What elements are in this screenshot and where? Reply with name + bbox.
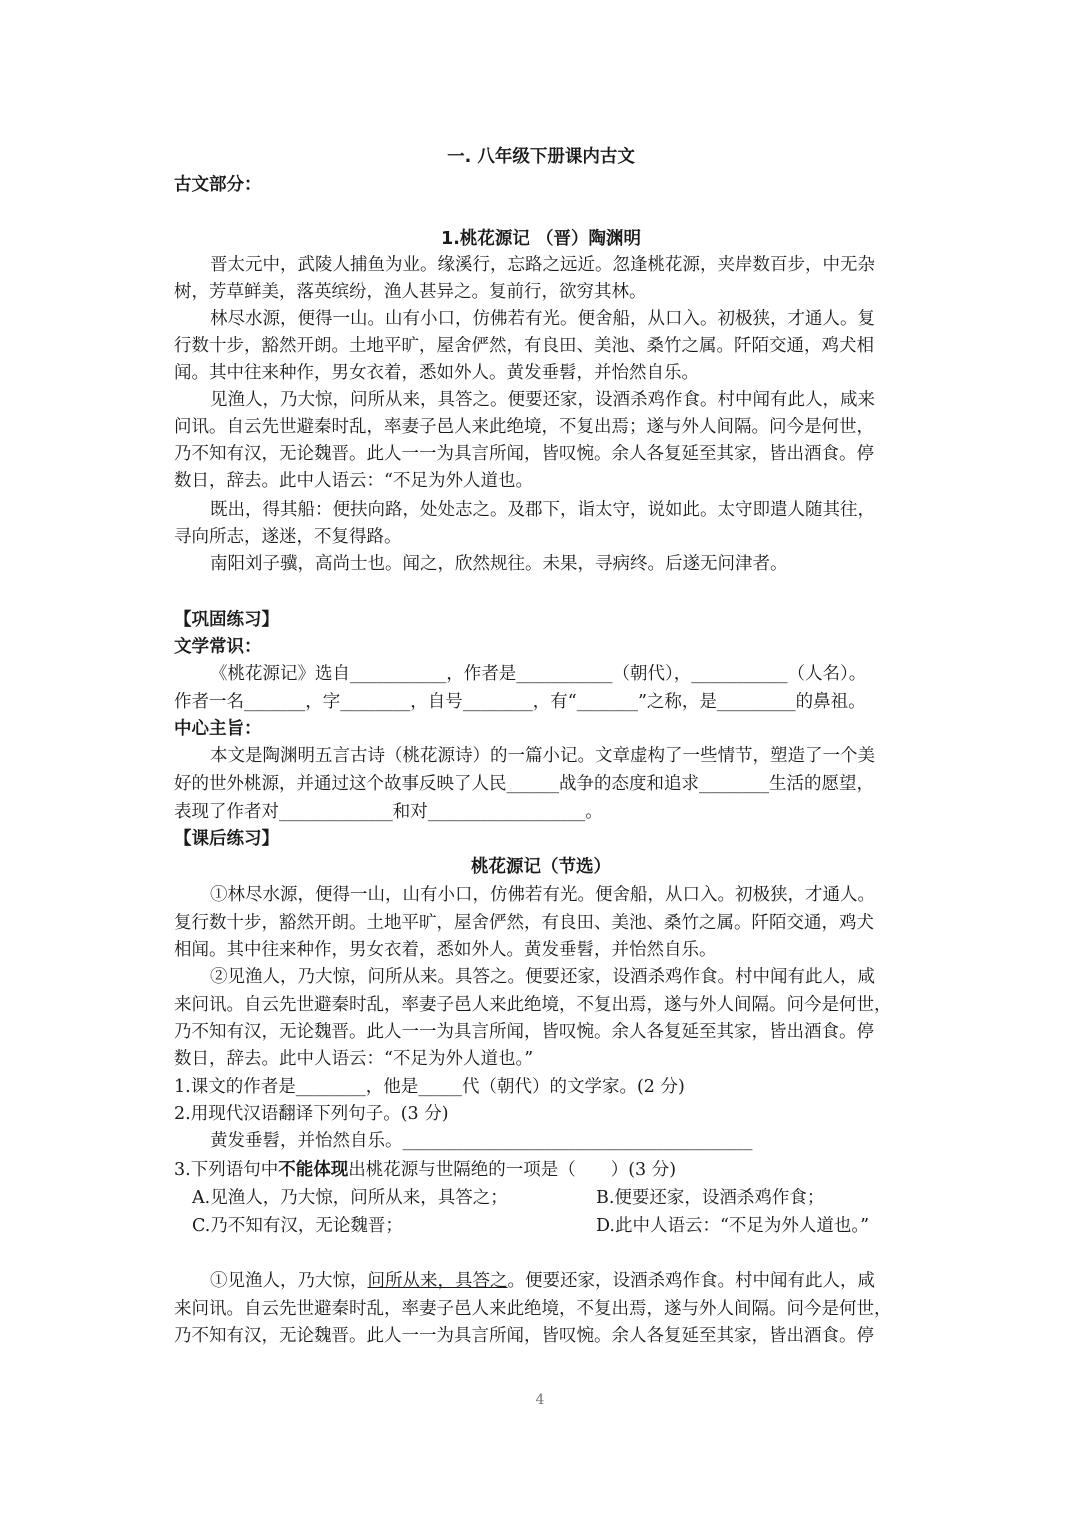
article-line: 问讯。自云先世避秦时乱，率妻子邑人来此绝境，不复出焉；遂与外人间隔。问今是何世， [174,417,874,437]
article-line: 闻。其中往来种作，男女衣着，悉如外人。黄发垂髫，并怡然自乐。 [174,363,699,383]
option-a: A.见渔人，乃大惊，问所从来，具答之； [192,1188,508,1208]
excerpt-line: 乃不知有汉，无论魏晋。此人一一为具言所闻，皆叹惋。余人各复延至其家，皆出酒食。停 [174,1022,874,1042]
question-3 [174,1157,908,1184]
option-d: D.此中人语云：“不足为外人道也。” [596,1216,870,1236]
excerpt-title: 桃花源记（节选） [471,857,611,877]
consolidation-header: 【巩固练习】 [174,610,279,630]
article-title: 1.桃花源记 （晋）陶渊明 [441,229,641,249]
article-line: 见渔人，乃大惊，问所从来，具答之。便要还家，设酒杀鸡作食。村中闻有此人，咸来 [210,390,875,410]
option-b: B.便要还家，设酒杀鸡作食； [596,1188,825,1208]
lit-question-1: 《桃花源记》选自___________，作者是___________（朝代），___________（人名）。 [210,664,867,684]
question-2: 2.用现代汉语翻译下列句子。(3 分) [174,1104,449,1124]
article-line: 晋太元中，武陵人捕鱼为业。缘溪行，忘路之远近。忽逢桃花源，夹岸数百步，中无杂 [210,255,875,275]
excerpt-line: ②见渔人，乃大惊，问所从来。具答之。便要还家，设酒杀鸡作食。村中闻有此人，咸 [210,967,875,987]
question-3-pre: 3.下列语句中 [174,1160,279,1180]
passage-line: 来问讯。自云先世避秦时乱，率妻子邑人来此绝境，不复出焉，遂与外人间隔。问今是何世， [174,1299,892,1319]
underlined-phrase: 问所从来，具答之 [367,1271,508,1291]
after-class-header: 【课后练习】 [174,829,279,849]
question-1: 1.课文的作者是________，他是_____代（朝代）的文学家。(2 分) [174,1077,685,1097]
passage-text: 。便要还家，设酒杀鸡作食。村中闻有此人，咸 [507,1271,875,1291]
theme-label: 中心主旨： [174,719,262,739]
passage-line: 乃不知有汉，无论魏晋。此人一一为具言所闻，皆叹惋。余人各复延至其家，皆出酒食。停 [174,1326,874,1346]
theme-line: 好的世外桃源，并通过这个故事反映了人民______战争的态度和追求________生活的愿望， [174,774,874,794]
question-3-post: 出桃花源与世隔绝的一项是（ ）(3 分) [348,1160,677,1180]
article-line: 林尽水源，便得一山。山有小口，仿佛若有光。便舍船，从口入。初极狭，才通人。复 [210,309,875,329]
article-line: 树，芳草鲜美，落英缤纷，渔人甚异之。复前行，欲穷其林。 [174,282,647,302]
page-number: 4 [535,1392,545,1408]
article-line: 南阳刘子骥，高尚士也。闻之，欣然规往。未果，寻病终。后遂无问津者。 [210,554,788,574]
passage-text: ①见渔人，乃大惊， [210,1271,368,1291]
excerpt-line: 数日，辞去。此中人语云：“不足为外人道也。” [174,1049,534,1069]
option-c: C.乃不知有汉，无论魏晋； [192,1216,403,1236]
question-2-answer-line: 黄发垂髫，并怡然自乐。________________________________________ [210,1131,753,1151]
lit-question-2: 作者一名_______，字________，自号________，有“_______”之称，是_________的鼻祖。 [174,692,866,712]
excerpt-line: 复行数十步，豁然开朗。土地平旷，屋舍俨然，有良田、美池、桑竹之属。阡陌交通，鸡犬 [174,913,874,933]
excerpt-line: ①林尽水源，便得一山，山有小口，仿佛若有光。便舍船，从口入。初极狭，才通人。 [210,885,875,905]
excerpt-line: 相闻。其中往来种作，男女衣着，悉如外人。黄发垂髫，并怡然自乐。 [174,940,717,960]
passage-line [174,1268,908,1295]
lit-label: 文学常识： [174,637,262,657]
section-title: 一. 八年级下册课内古文 [447,147,635,167]
article-line: 寻向所志，遂迷，不复得路。 [174,527,402,547]
article-line: 既出，得其船：便扶向路，处处志之。及郡下，诣太守，说如此。太守即遣人随其往， [210,500,875,520]
part-label: 古文部分： [174,175,262,195]
question-3-emphasis: 不能体现 [278,1160,349,1180]
theme-line: 表现了作者对_____________和对__________________。 [174,802,603,822]
excerpt-line: 来问讯。自云先世避秦时乱，率妻子邑人来此绝境，不复出焉，遂与外人间隔。问今是何世， [174,995,892,1015]
theme-line: 本文是陶渊明五言古诗（桃花源诗）的一篇小记。文章虚构了一些情节，塑造了一个美 [210,746,875,766]
article-line: 行数十步，豁然开朗。土地平旷，屋舍俨然，有良田、美池、桑竹之属。阡陌交通，鸡犬相 [174,336,874,356]
article-line: 数日，辞去。此中人语云：“不足为外人道也。 [174,471,533,491]
article-line: 乃不知有汉，无论魏晋。此人一一为具言所闻，皆叹惋。余人各复延至其家，皆出酒食。停 [174,444,874,464]
